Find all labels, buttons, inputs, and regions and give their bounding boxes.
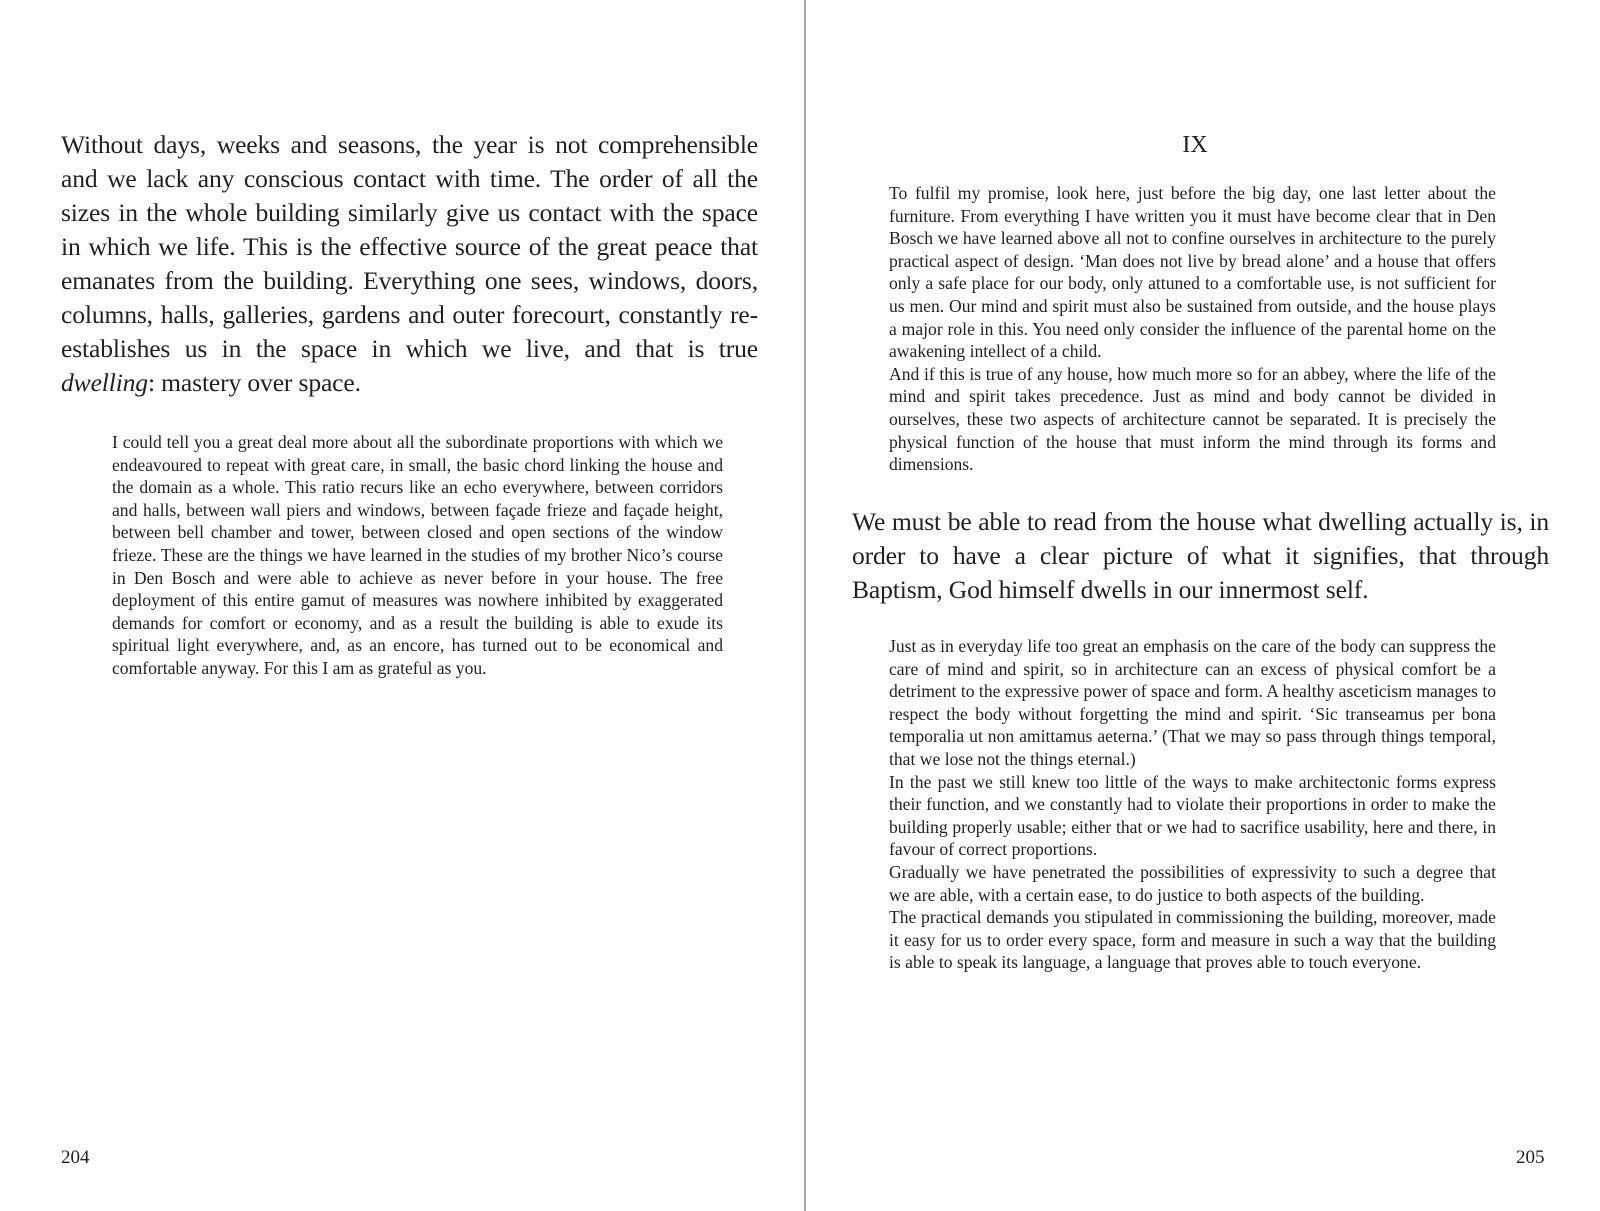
body-text-block [112,431,723,680]
chapter-heading: IX [1182,132,1208,158]
body-paragraph: Gradually we have penetrated the possibilities of expressivity to such a degree that we are able, with a certain ease, to do justice to both aspects of the building. [889,861,1496,905]
page-number: 205 [1516,1147,1545,1168]
body-paragraph: In the past we still knew too little of the ways to make architectonic forms express their function, and we constantly had to violate their proportions in order to make the building properly usable; either that or we had to sacrifice usability, here and there, in favour of correct proportions. [889,771,1496,860]
body-text-block [889,635,1496,974]
lead-text-start: Without days, weeks and seasons, the year is not comprehensible and we lack any conscious contact with time. The order of all the sizes in the whole building similarly give us contact with the space in which we life. This is the effective source of the great peace that emanates from the building. Everything one sees, windows, doors, columns, halls, galleries, gardens and outer forecourt, constantly re-establishes us in the space in which we live, and that is true [61,130,758,363]
emphasis-dwelling: dwelling [61,368,148,397]
body-text-block [889,182,1496,476]
body-paragraph: I could tell you a great deal more about all the subordinate proportions with which we endeavoured to repeat with great care, in small, the basic chord linking the house and the domain as a whole. This ratio recurs like an echo everywhere, between corridors and halls, between wall piers and windows, between façade frieze and façade height, between bell chamber and tower, between closed and open sections of the window frieze. These are the things we have learned in the studies of my brother Nico’s course in Den Bosch and were able to achieve as never before in your house. The free deployment of this entire gamut of measures was nowhere inhibited by exaggerated demands for comfort or economy, and as a result the building is able to exude its spiritual light everywhere, and, as an encore, has turned out to be economical and comfortable anyway. For this I am as grateful as you. [112,432,723,678]
body-paragraph: The practical demands you stipulated in commissioning the building, moreover, made it easy for us to order every space, form and measure in such a way that the building is able to speak its language, a language that proves able to touch everyone. [889,907,1496,973]
lead-paragraph [61,128,758,400]
lead-text-end: : mastery over space. [147,368,361,397]
body-paragraph: Just as in everyday life too great an emphasis on the care of the body can suppress the care of mind and spirit, so in architecture can an excess of physical comfort be a detriment to the expressive power of space and form. A healthy asceticism manages to respect the body without forgetting the mind and spirit. ‘Sic transeamus per bona temporalia ut non amittamus aeterna.’ (That we may so pass through things temporal, that we lose not the things eternal.) [889,636,1496,769]
lead-paragraph [852,505,1549,607]
body-paragraph: And if this is true of any house, how much more so for an abbey, where the life of the mind and spirit takes precedence. Just as mind and body cannot be divided in ourselves, these two aspects of architecture cannot be separated. It is precisely the physical function of the house that must inform the mind through its forms and dimensions. [889,363,1496,475]
lead-text [61,128,758,400]
page-number: 204 [61,1147,90,1168]
body-paragraph: To fulfil my promise, look here, just before the big day, one last letter about the furniture. From everything I have written you it must have become clear that in Den Bosch we have learned above all not to confine ourselves in architecture to the purely practical aspect of design. ‘Man does not live by bread alone’ and a house that offers only a safe place for our body, only attuned to a comfortable use, is not sufficient for us men. Our mind and spirit must also be sustained from outside, and the house plays a major role in this. You need only consider the influence of the parental home on the awakening intellect of a child. [889,183,1496,362]
lead-text: We must be able to read from the house what dwelling actually is, in order to have a clear picture of what it signifies, that through Baptism, God himself dwells in our innermost self. [852,507,1549,604]
